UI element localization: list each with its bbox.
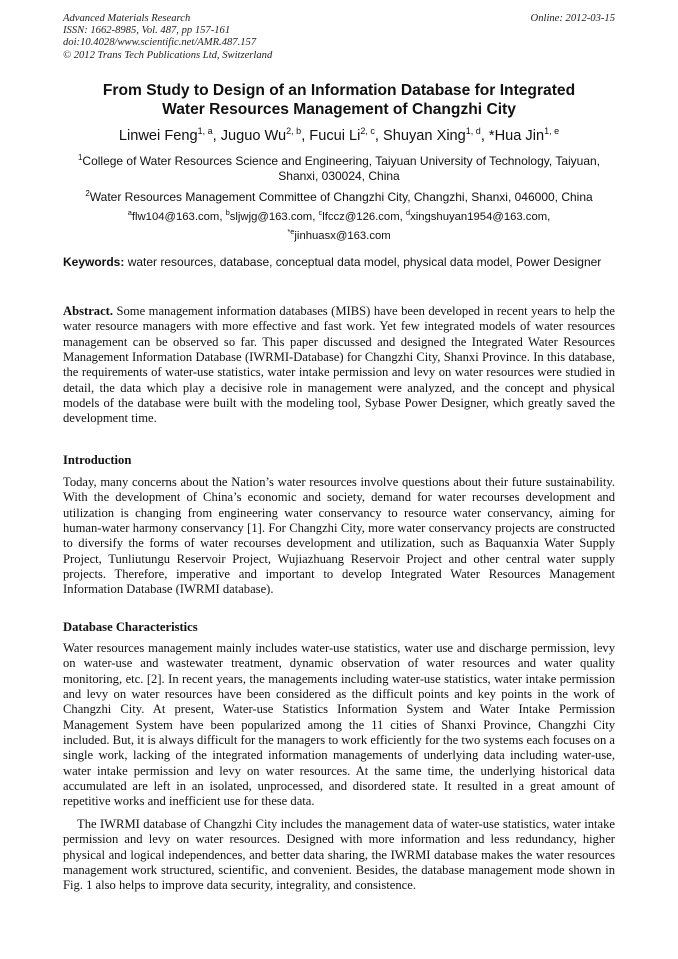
author-affil-sup: 1, e	[544, 126, 560, 136]
online-date: Online: 2012-03-15	[530, 13, 615, 24]
email-address: lfccz@126.com	[322, 211, 400, 223]
abstract-label: Abstract.	[63, 304, 114, 318]
email-sup: a	[127, 208, 132, 217]
title-line-1: From Study to Design of an Information Database for Integrated	[102, 82, 576, 99]
author-affil-sup: 1, d	[465, 126, 481, 136]
email-sup: c	[318, 208, 323, 217]
email-sup: b	[225, 208, 230, 217]
email-sup: d	[405, 208, 411, 217]
section-heading-database-characteristics: Database Characteristics	[63, 620, 198, 634]
author-name: Linwei Feng	[118, 128, 198, 144]
author-name: Shuyan Xing	[383, 128, 466, 144]
introduction-paragraph: Today, many concerns about the Nation’s water resources involve questions about their future sustainability. With the development of China’s economic and society, demand for water recourses development and utilization is changing from engineering water conservancy to resource water conservancy, aiming for human-water harmony conservancy [1]. For Changzhi City, more water conservancy projects are constructed to diversify the forms of water recourses development and utilization, such as Baquanxia Water Supply Project, Tunliutungu Reservoir Project, Wujiazhuang Reservoir Project and other central water supply projects. Therefore, imperative and important to develop Integrated Water Resources Management Information Database (IWRMI database).	[63, 475, 615, 597]
journal-name: Advanced Materials Research	[63, 13, 191, 24]
doi-line: doi:10.4028/www.scientific.net/AMR.487.157	[63, 37, 257, 49]
author-name: Juguo Wu	[220, 128, 287, 144]
affiliation-2	[63, 186, 615, 205]
keywords-text: water resources, database, conceptual data model, physical data model, Power Designer	[127, 255, 602, 269]
paper-title	[63, 81, 615, 119]
affiliation-text: College of Water Resources Science and Engineering, Taiyuan University of Technology, Taiyuan, Shanxi, 030024, China	[82, 154, 601, 183]
abstract	[63, 304, 615, 427]
email-address: flw104@163.com	[131, 211, 220, 223]
author-name: Fucui Li	[309, 128, 361, 144]
database-paragraph-2: The IWRMI database of Changzhi City includes the management data of water-use statistics, water intake permission and levy on water resources. Designed with more information and less redundancy, higher physical and logical independences, and better data sharing, the IWRMI database makes the water resources management work structured, scientific, and convenient. Besides, the database management mode shown in Fig. 1 also helps to improve data security, integrality, and consistence.	[63, 817, 615, 893]
title-line-2: Water Resources Management of Changzhi City	[162, 101, 516, 118]
author-list: Linwei Feng$^{1, a}$, Juguo Wu$^{2, b}$, Fucui Li$^{2, c}$, Shuyan Xing$^{1, d}$, *Hua Jin$^{1, e}$	[118, 126, 560, 144]
author-affil-sup: 2, b	[286, 126, 302, 136]
keywords-label: Keywords:	[63, 255, 125, 269]
keywords	[63, 255, 615, 270]
email-address: sljwjg@163.com	[229, 211, 313, 223]
email-sup: *e	[287, 226, 295, 236]
author-affil-sup: 1, a	[197, 126, 213, 136]
journal-header	[63, 13, 272, 62]
affiliation-1	[63, 150, 615, 184]
issn-line: ISSN: 1662-8985, Vol. 487, pp 157-161	[63, 25, 231, 37]
section-heading-introduction: Introduction	[63, 453, 132, 467]
abstract-text: Some management information databases (MIBS) have been developed in recent years to help the water resource managers with more effective and fast work. Yet few integrated models of water resources management can be observed so far. This paper discussed and designed the Integrated Water Resources Management Information Database (IWRMI-Database) for Changzhi City, Shanxi Province. In this database, the requirements of water-use statistics, water intake permission and levy on water resources were studied in detail, the data which play a decisive role in management were analyzed, and the concept and physical models of the database were built with the modeling tool, Sybase Power Designer, which greatly saved the development time.	[63, 304, 615, 426]
email-address: jinhuasx@163.com	[294, 229, 391, 242]
email-list: $^a$flw104@163.com, $^b$sljwjg@163.com, $^c$lfccz@126.com, $^d$xingshuyan1954@163.com, $^{*e}$jinhuasx@163.com	[127, 208, 551, 242]
affiliation-sup: 2	[85, 189, 90, 198]
author-name: *Hua Jin	[488, 128, 545, 144]
affiliation-text: Water Resources Management Committee of Changzhi City, Changzhi, Shanxi, 046000, China	[89, 190, 593, 204]
author-affil-sup: 2, c	[360, 126, 375, 136]
database-paragraph-1: Water resources management mainly includes water-use statistics, water use and discharge permission, levy on water-use and wastewater treatment, dynamic observation of water resources and water quality monitoring, etc. [2]. In recent years, the managements including water-use statistics, water intake permission and levy on water resources have been considered as the difficult points and key points in the work of Changzhi City. At present, Water-use Statistics Information System and Water Intake Permission Management System have been popularized among the 11 cities of Shanxi Province, Changzhi City included. But, it is always difficult for the managers to work efficiently for the two systems each focuses on a single work, lacking of the integrated information managements of underlying data including water-use, water intake permission and levy on water resources. At the same time, the underlying historical data accumulated are left in an isolated, unprocessed, and disordered state. It resulted in a great amount of repetitive works and inefficient use for these data.	[63, 641, 615, 809]
affiliation-sup: 1	[77, 153, 83, 162]
email-address: xingshuyan1954@163.com	[410, 211, 548, 223]
copyright-line: © 2012 Trans Tech Publications Ltd, Switzerland	[63, 49, 273, 61]
